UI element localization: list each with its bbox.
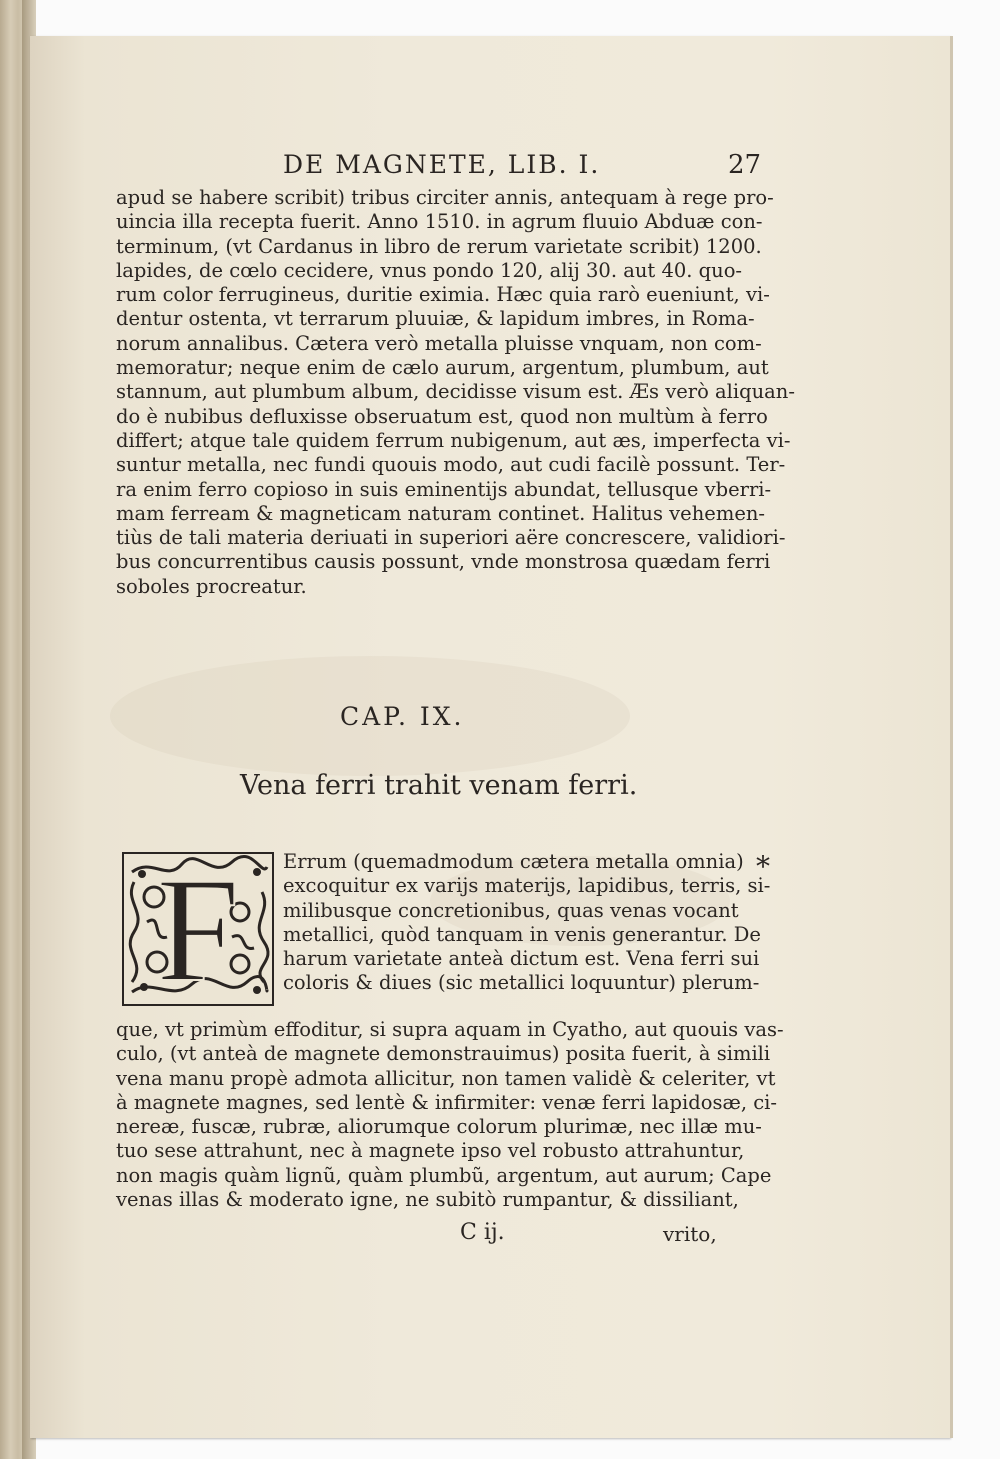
text-line: metallici, quòd tanquam in venis generantur. De	[283, 922, 761, 946]
page-edge	[950, 36, 953, 1438]
text-line: nereæ, fuscæ, rubræ, aliorumque colorum plurimæ, nec illæ mu-	[116, 1115, 762, 1139]
text-line: norum annalibus. Cætera verò metalla pluisse vnquam, non com-	[116, 331, 762, 355]
text-line: excoquitur ex varijs materijs, lapidibus, terris, si-	[283, 874, 771, 898]
text-line: apud se habere scribit) tribus circiter annis, antequam à rege pro-	[116, 186, 774, 209]
chapter-title: CAP. IX.	[340, 702, 465, 731]
text-line: mam ferream & magneticam naturam continet. Halitus vehemen-	[116, 501, 766, 525]
text-line: bus concurrentibus causis possunt, vnde monstrosa quædam ferri	[116, 550, 771, 574]
text-line: terminum, (vt Cardanus in libro de rerum varietate scribit) 1200.	[116, 234, 762, 258]
signature-mark: C ij.	[460, 1220, 505, 1245]
decorated-initial-icon	[122, 852, 274, 1006]
text-line: soboles procreatur.	[116, 574, 307, 598]
text-line: culo, (vt anteà de magnete demonstrauimus) posita fuerit, à simili	[116, 1042, 771, 1066]
text-line: do è nubibus defluxisse obseruatum est, quod non multùm à ferro	[116, 404, 768, 428]
text-line: rum color ferrugineus, duritie eximia. Hæc quia rarò eueniunt, vi-	[116, 283, 770, 307]
text-line: à magnete magnes, sed lentè & infirmiter: venæ ferri lapidosæ, ci-	[116, 1090, 777, 1114]
text-line: uincia illa recepta fuerit. Anno 1510. in agrum fluuio Abduæ con-	[116, 210, 763, 234]
text-line: ra enim ferro copioso in suis eminentijs abundat, tellusque vberri-	[116, 477, 772, 501]
initial-letter: F	[156, 852, 240, 1006]
text-line: Errum (quemadmodum cætera metalla omnia)	[283, 850, 744, 873]
running-head: DE MAGNETE, LIB. I.	[283, 150, 601, 179]
paragraph-2-full	[116, 1018, 784, 1212]
text-line: stannum, aut plumbum album, decidisse visum est. Æs verò aliquan-	[116, 380, 795, 404]
text-line: tuo sese attrahunt, nec à magnete ipso vel robusto attrahuntur,	[116, 1139, 745, 1163]
text-line: que, vt primùm effoditur, si supra aquam in Cyatho, aut quouis vas-	[116, 1018, 784, 1041]
text-line: lapides, de cœlo cecidere, vnus pondo 120, alij 30. aut 40. quo-	[116, 258, 743, 282]
text-line: suntur metalla, nec fundi quouis modo, aut cudi facilè possunt. Ter-	[116, 453, 786, 477]
page-number: 27	[728, 150, 762, 180]
margin-asterisk: *	[756, 850, 770, 883]
text-line: milibusque concretionibus, quas venas vocant	[283, 898, 739, 922]
text-line: vena manu propè admota allicitur, non tamen validè & celeriter, vt	[116, 1066, 776, 1090]
text-line: venas illas & moderato igne, ne subitò rumpantur, & dissiliant,	[116, 1188, 739, 1212]
text-line: non magis quàm lignũ, quàm plumbũ, argentum, aut aurum; Cape	[116, 1163, 772, 1187]
text-line: tiùs de tali materia deriuati in superiori aëre concrescere, validiori-	[116, 526, 786, 550]
catchword: vrito,	[663, 1222, 717, 1246]
text-line: dentur ostenta, vt terrarum pluuiæ, & lapidum imbres, in Roma-	[116, 307, 755, 331]
chapter-subtitle: Vena ferri trahit venam ferri.	[240, 770, 638, 801]
paragraph-1	[116, 186, 795, 599]
text-line: differt; atque tale quidem ferrum nubigenum, aut æs, imperfecta vi-	[116, 428, 791, 452]
paragraph-2-indented	[283, 850, 771, 996]
text-line: memoratur; neque enim de cælo aurum, argentum, plumbum, aut	[116, 356, 769, 380]
text-line: harum varietate anteà dictum est. Vena ferri sui	[283, 947, 760, 971]
text-line: coloris & diues (sic metallici loquuntur) plerum-	[283, 971, 760, 995]
